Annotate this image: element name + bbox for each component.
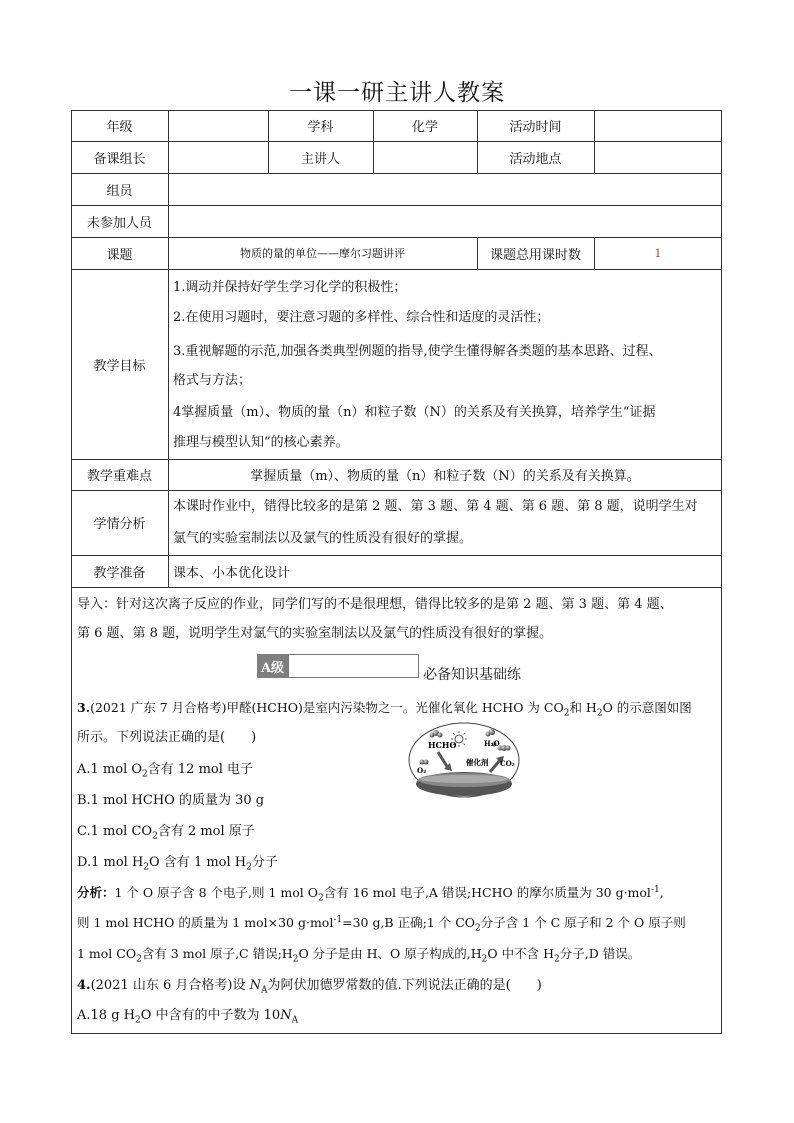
q3-analysis-line-1 [77, 881, 717, 905]
q3-analysis-sub3: 2 [136, 954, 142, 965]
q4-na: N [249, 978, 261, 993]
fig-label-hcho: HCHO [428, 740, 457, 750]
q3-opt-d-sub1: 2 [143, 862, 150, 873]
grade-value[interactable] [168, 110, 268, 141]
q3-analysis-sub6: 2 [553, 954, 560, 965]
q4-opt-a-1: A.18 g H [77, 1008, 135, 1023]
q3-analysis-l2a: 则 1 mol HCHO 的质量为 1 mol×30 g·mol [77, 915, 334, 930]
q3-analysis-sub1: 2 [318, 893, 324, 904]
q4-opt-a-na-sub: A [291, 1015, 299, 1026]
speaker-label: 主讲人 [300, 151, 340, 167]
analysis-line-2: 氯气的实验室制法以及氯气的性质没有很好的掌握。 [173, 531, 473, 546]
q4-opt-a-2: O 中含有的中子数为 10 [140, 1008, 281, 1023]
q3-analysis-l3c: O 分子是由 H、O 原子构成的,H [298, 946, 482, 961]
total-hours-label: 课题总用课时数 [489, 247, 581, 263]
q3-analysis-l3e: 分子,D 错误。 [559, 946, 641, 961]
q4-na-sub: A [260, 985, 268, 996]
q3-analysis-l3a: 1 mol CO [77, 946, 137, 961]
q3-analysis-l1c: , [659, 885, 664, 900]
q3-analysis-sub2: 2 [475, 923, 481, 934]
q3-analysis-line-2 [77, 911, 717, 935]
q3-option-b[interactable]: B.1 mol HCHO 的质量为 30 g [77, 793, 265, 808]
q3-analysis-sup1: -1 [650, 884, 660, 895]
topic-label: 课题 [106, 247, 133, 263]
q3-sub-co2: 2 [563, 708, 570, 719]
goal-item-1: 1.调动并保持好学生学习化学的积极性； [173, 280, 407, 295]
fig-label-h2o: H₂O [484, 739, 500, 748]
q3-option-a[interactable] [77, 758, 717, 782]
q3-opt-c-2: 含有 2 mol 原子 [157, 824, 255, 839]
q3-analysis-line-3 [77, 942, 717, 966]
q4-stem [77, 974, 717, 998]
q3-analysis-l1b: 含有 16 mol 电子,A 错误;HCHO 的摩尔质量为 30 g·mol [323, 885, 651, 900]
location-label: 活动地点 [509, 151, 562, 167]
q3-number: 3. [77, 700, 91, 715]
speaker-value[interactable] [373, 141, 477, 173]
intro-line-2: 第 6 题、第 8 题，说明学生对氯气的实验室制法以及氯气的性质没有很好的掌握。 [77, 626, 553, 641]
q3-opt-c-1: C.1 mol CO [77, 824, 153, 839]
absent-label: 未参加人员 [86, 215, 152, 231]
members-value[interactable] [168, 173, 722, 205]
level-badge-text: 必备知识基础练 [423, 667, 521, 683]
grade-label: 年级 [106, 120, 133, 135]
q3-opt-c-sub: 2 [152, 831, 158, 842]
goal-item-4: 4掌握质量（m）、物质的量（n）和粒子数（N）的关系及有关换算，培养学生“证据 [173, 405, 656, 420]
activity-time-label: 活动时间 [509, 120, 562, 135]
page-title: 一课一研主讲人教案 [289, 80, 505, 106]
q3-opt-a-1: A.1 mol O [77, 762, 143, 777]
q4-opt-a-na: N [280, 1008, 292, 1023]
q4-stem-b: 为阿伏加德罗常数的值.下列说法正确的是( ) [267, 978, 542, 993]
q3-stem-a: (2021 广东 7 月合格考)甲醛(HCHO)是室内污染物之一。光催化氧化 HCHO 为 CO [90, 700, 564, 715]
q3-opt-a-2: 含有 12 mol 电子 [147, 762, 254, 777]
catalyst-surface [416, 772, 512, 796]
q3-analysis-sup2: -1 [333, 914, 343, 925]
q3-analysis-l3b: 含有 3 mol 原子,C 错误;H [141, 946, 293, 961]
intro-line-1: 导入：针对这次离子反应的作业，同学们写的不是很理想，错得比较多的是第 2 题、第 3 题、第 4 题、 [77, 597, 673, 612]
q3-opt-d-3: 分子 [251, 855, 278, 870]
q3-opt-d-1: D.1 mol H [77, 855, 144, 870]
analysis-label: 学情分析 [93, 517, 146, 532]
q3-analysis-l2b: =30 g,B 正确;1 个 CO [342, 915, 476, 930]
q4-number: 4. [77, 978, 91, 993]
q3-opt-a-sub: 2 [142, 769, 148, 780]
goal-item-2: 2.在使用习题时，要注意习题的多样性、综合性和适度的灵活性； [173, 310, 550, 325]
q3-option-c[interactable] [77, 820, 717, 844]
fig-label-co2: CO₂ [500, 759, 515, 768]
q3-opt-d-2: O 含有 1 mol H [149, 855, 247, 870]
fig-label-catalyst: 催化剂 [466, 758, 489, 767]
q4-option-a[interactable] [77, 1004, 717, 1028]
q3-stem-a3: O 的示意图如图 [602, 700, 692, 715]
goal-item-3-cont: 格式与方法； [173, 373, 252, 388]
q3-sub-h2o: 2 [596, 708, 603, 719]
q3-analysis-l3d: O 中不含 H [487, 946, 554, 961]
leader-value[interactable] [168, 141, 268, 173]
goal-item-3: 3.重视解题的示范,加强各类典型例题的指导,使学生懂得解各类题的基本思路、过程、 [173, 344, 662, 359]
subject-value: 化学 [411, 120, 438, 135]
photocatalysis-figure [408, 722, 520, 798]
q3-stem-line-2: 所示。下列说法正确的是( ) [77, 730, 257, 745]
q3-stem-a2: 和 H [569, 700, 597, 715]
q4-stem-a: (2021 山东 6 月合格考)设 [90, 978, 250, 993]
key-points-label: 教学重难点 [86, 469, 152, 484]
q3-analysis-l2c: 分子含 1 个 C 原子和 2 个 O 原子则 [480, 915, 686, 930]
location-value[interactable] [594, 141, 722, 173]
goals-label: 教学目标 [93, 358, 146, 374]
key-points-value: 掌握质量（m）、物质的量（n）和粒子数（N）的关系及有关换算。 [250, 469, 640, 484]
activity-time-value[interactable] [594, 110, 722, 141]
total-hours-value: 1 [654, 246, 662, 260]
level-badge: A级 [257, 654, 288, 678]
fig-label-o2: O₂ [417, 766, 427, 775]
q3-stem-line-1 [77, 696, 717, 720]
q3-analysis-sub5: 2 [481, 954, 488, 965]
q3-opt-d-sub2: 2 [246, 862, 252, 873]
level-badge-box [288, 654, 419, 678]
q4-opt-a-sub: 2 [135, 1015, 141, 1026]
q3-analysis-label: 分析： [77, 885, 115, 900]
q3-analysis-sub4: 2 [292, 954, 299, 965]
q3-analysis-l1a: 1 个 O 原子含 8 个电子,则 1 mol O [114, 885, 319, 900]
absent-value[interactable] [168, 205, 722, 237]
goal-item-4-cont: 推理与模型认知”的核心素养。 [173, 435, 349, 450]
leader-label: 备课组长 [93, 151, 146, 167]
prep-label: 教学准备 [93, 565, 146, 581]
topic-value: 物质的量的单位——摩尔习题讲评 [240, 247, 405, 260]
subject-label: 学科 [307, 120, 334, 135]
prep-value: 课本、小本优化设计 [173, 565, 291, 581]
analysis-line-1: 本课时作业中，错得比较多的是第 2 题、第 3 题、第 4 题、第 6 题、第 8 题，说明学生对 [173, 499, 698, 514]
q3-option-d[interactable] [77, 851, 717, 875]
members-label: 组员 [106, 183, 133, 199]
